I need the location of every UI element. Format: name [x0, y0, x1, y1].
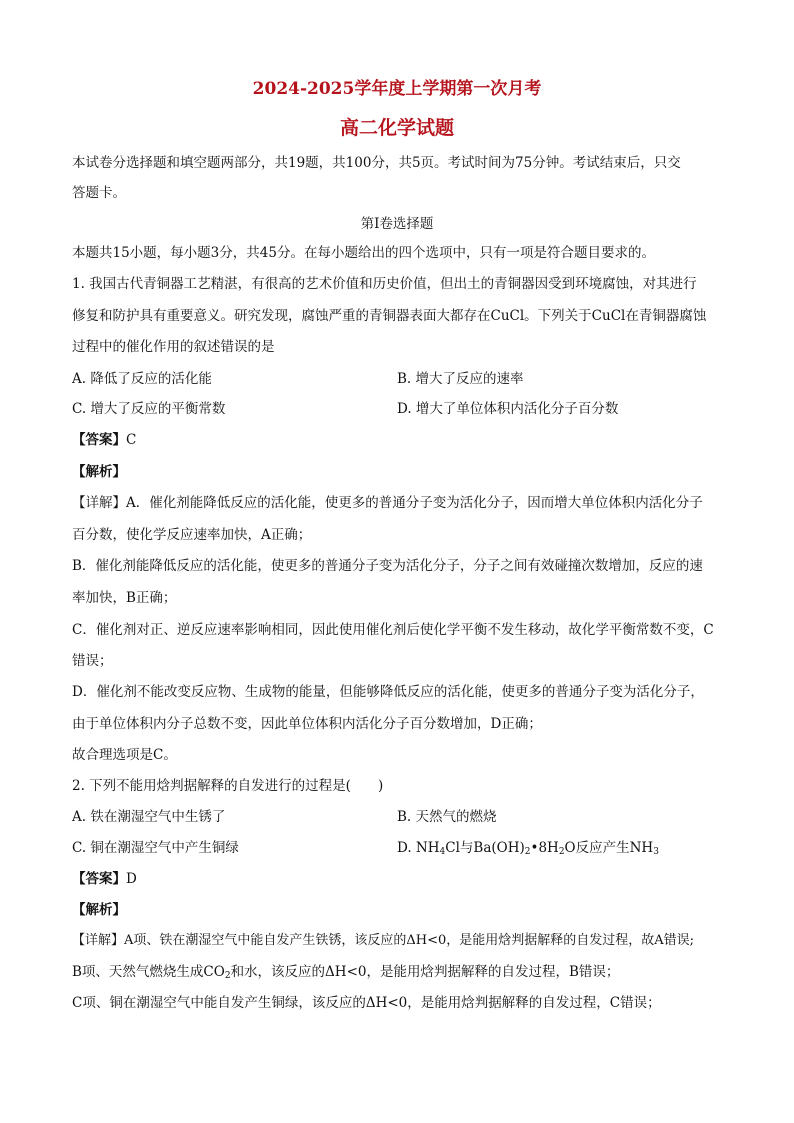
answer-value: D: [126, 871, 137, 887]
answer-value: C: [126, 432, 137, 448]
q1-detail-line-3: B．催化剂能降低反应的活化能，使更多的普通分子变为活化分子，分子之间有效碰撞次数增加，反应的速: [72, 558, 703, 574]
exam-title: 2024-2025学年度上学期第一次月考: [252, 79, 542, 99]
q2-option-d-text-1: D. NH: [397, 840, 440, 856]
intro-line-1: 本试卷分选择题和填空题两部分，共19题，共100分，共5页。考试时间为75分钟。考试结束后，只交: [72, 155, 681, 171]
q2-detail-line-1: 【详解】A项、铁在潮湿空气中能自发产生铁锈，该反应的ΔH<0，是能用焓判据解释的自发过程，故A错误;: [72, 933, 695, 948]
q1-detail-line-9: 故合理选项是C。: [72, 747, 177, 763]
q1-detail-line-5: C．催化剂对正、逆反应速率影响相同，因此使用催化剂后使化学平衡不发生移动，故化学平衡常数不变，C: [72, 622, 714, 638]
q2-option-d: [397, 839, 794, 861]
q2-detail-b-text-1: B项、天然气燃烧生成CO: [72, 964, 225, 980]
q2-option-a: A. 铁在潮湿空气中生锈了: [72, 809, 226, 825]
q2-answer: [72, 870, 722, 888]
q1-detail-line-8: 由于单位体积内分子总数不变，因此单位体积内活化分子百分数增加，D正确；: [72, 716, 542, 732]
q1-stem-line-2: 修复和防护具有重要意义。研究发现，腐蚀严重的青铜器表面大都存在CuCl。下列关于CuCl在青铜器腐蚀: [72, 308, 707, 324]
q1-option-a: A. 降低了反应的活化能: [72, 371, 212, 387]
section-title: 第I卷选择题: [360, 216, 434, 232]
q1-analysis-label: 【解析】: [72, 464, 126, 480]
q2-detail-b-sub: 2: [224, 971, 231, 981]
q2-option-d-text-2: Cl与Ba(OH): [445, 840, 525, 856]
section-description: 本题共15小题，每小题3分，共45分。在每小题给出的四个选项中，只有一项是符合题目要求的。: [72, 245, 655, 261]
q1-detail-line-7: D．催化剂不能改变反应物、生成物的能量，但能够降低反应的活化能，使更多的普通分子变为活化分子，: [72, 684, 704, 700]
q2-option-d-sub-3: 2: [558, 847, 565, 857]
q1-detail-line-4: 率加快，B正确；: [72, 590, 177, 606]
exam-subtitle: 高二化学试题: [339, 117, 454, 139]
q1-option-c: C. 增大了反应的平衡常数: [72, 401, 226, 417]
q2-detail-b-text-2: 和水，该反应的ΔH<0，是能用焓判据解释的自发过程，B错误；: [230, 964, 620, 980]
answer-label: 【答案】: [72, 432, 126, 448]
q2-option-d-sub-1: 4: [439, 847, 446, 857]
q1-detail-line-2: 百分数，使化学反应速率加快，A正确；: [72, 527, 312, 543]
q1-stem-line-3: 过程中的催化作用的叙述错误的是: [72, 339, 275, 355]
q2-detail-line-3: C项、铜在潮湿空气中能自发产生铜绿，该反应的ΔH<0，是能用焓判据解释的自发过程，C错误；: [72, 995, 661, 1011]
q2-option-d-sub-4: 3: [653, 847, 659, 857]
q2-option-b: B. 天然气的燃烧: [397, 809, 497, 825]
q1-stem-line-1: 1. 我国古代青铜器工艺精湛，有很高的艺术价值和历史价值，但出土的青铜器因受到环境腐蚀，对其进行: [72, 276, 697, 292]
q2-option-d-sub-2: 2: [524, 847, 531, 857]
q2-option-d-text-3: •8H: [530, 840, 559, 856]
q2-detail-line-2: [72, 963, 722, 985]
q2-stem: 2. 下列不能用焓判据解释的自发进行的过程是( ): [72, 778, 384, 794]
q2-option-d-text-4: O反应产生NH: [564, 840, 654, 856]
q1-option-d: D. 增大了单位体积内活化分子百分数: [397, 401, 619, 417]
q2-analysis-label: 【解析】: [72, 902, 126, 918]
answer-label: 【答案】: [72, 871, 126, 887]
q2-option-c: C. 铜在潮湿空气中产生铜绿: [72, 840, 239, 856]
q1-answer: [72, 431, 722, 449]
q1-detail-line-6: 错误；: [72, 653, 113, 669]
q1-detail-line-1: 【详解】A．催化剂能降低反应的活化能，使更多的普通分子变为活化分子，因而增大单位体积内活化分子: [72, 495, 703, 511]
intro-line-2: 答题卡。: [72, 185, 126, 201]
q1-option-b: B. 增大了反应的速率: [397, 371, 524, 387]
